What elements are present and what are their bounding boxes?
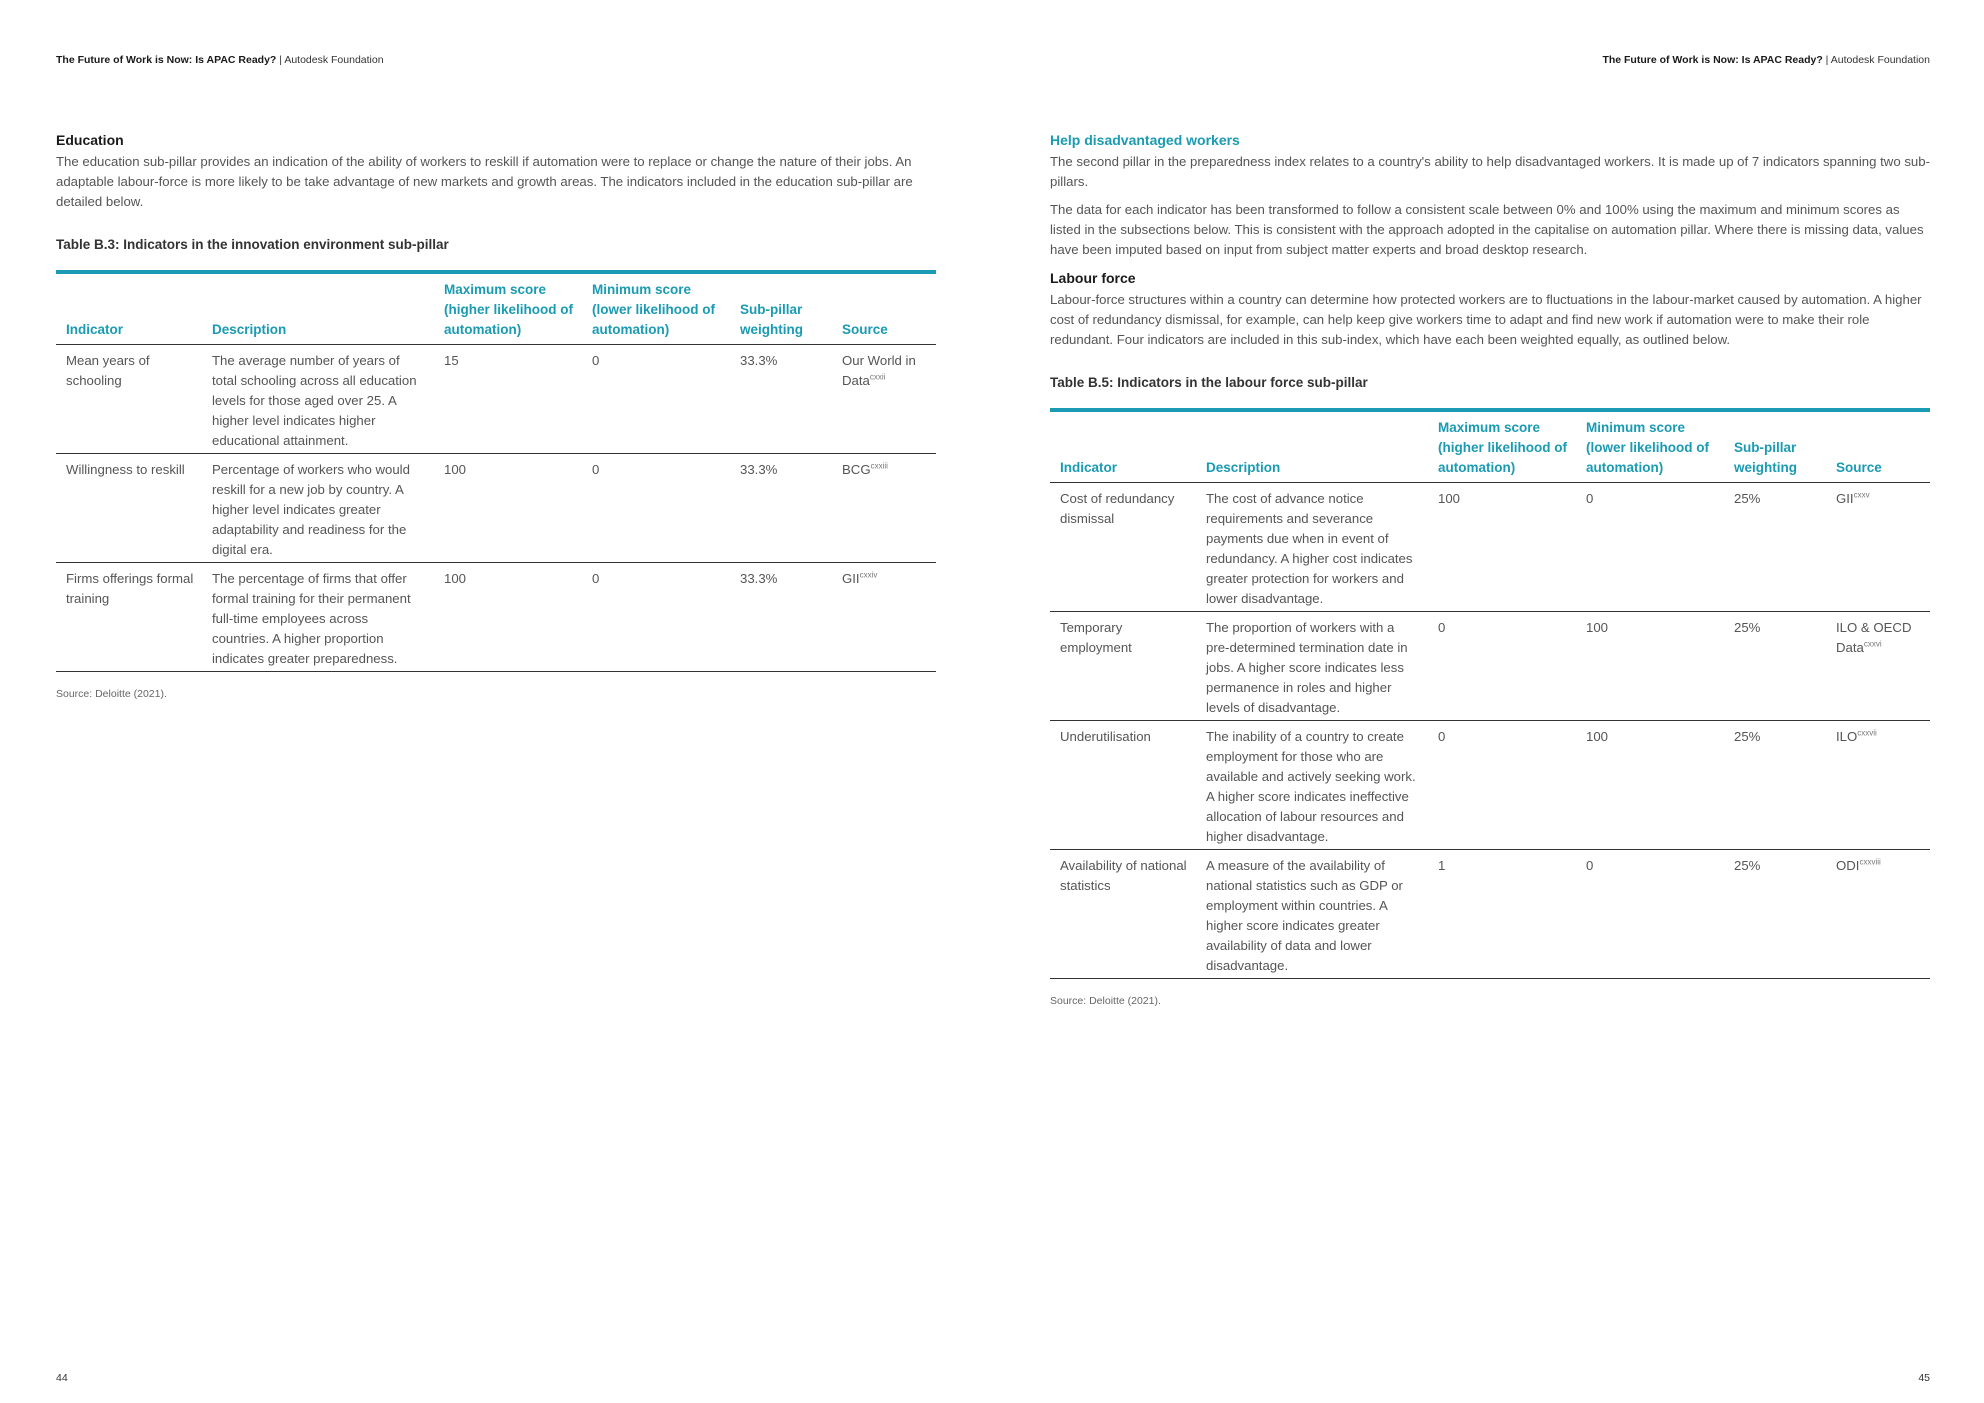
cell-weight: 25% — [1724, 612, 1826, 721]
cell-weight: 25% — [1724, 483, 1826, 612]
table-row — [56, 454, 936, 563]
cell-indicator: Willingness to reskill — [56, 454, 202, 563]
col-min-score: Minimum score (lower likelihood of automation) — [1576, 410, 1724, 483]
cell-max: 100 — [434, 563, 582, 672]
source-note: Source: Deloitte (2021). — [56, 688, 167, 700]
endnote-ref: cxxviii — [1859, 857, 1881, 867]
cell-description: The proportion of workers with a pre-determined termination date in jobs. A higher score indicates less permanence in roles and higher levels of disadvantage. — [1196, 612, 1428, 721]
cell-indicator: Temporary employment — [1050, 612, 1196, 721]
cell-weight: 25% — [1724, 850, 1826, 979]
paragraph-1: The second pillar in the preparedness index relates to a country's ability to help disadvantaged workers. It is made up of 7 indicators spanning two sub-pillars. — [1050, 154, 1930, 189]
cell-source — [832, 563, 936, 672]
running-header — [1602, 54, 1930, 66]
header-separator: | — [1822, 54, 1831, 66]
cell-indicator: Underutilisation — [1050, 721, 1196, 850]
table-row — [1050, 721, 1930, 850]
table-row — [1050, 483, 1930, 612]
sub-section-title: Labour force — [1050, 270, 1136, 286]
cell-max: 100 — [434, 454, 582, 563]
cell-source — [1826, 850, 1930, 979]
col-indicator: Indicator — [1050, 410, 1196, 483]
page-number: 44 — [56, 1372, 68, 1384]
cell-max: 100 — [1428, 483, 1576, 612]
cell-source — [1826, 483, 1930, 612]
paragraph-3: Labour-force structures within a country can determine how protected workers are to fluctuations in the labour-market caused by automation. A higher cost of redundancy dismissal, for example, can help keep give workers time to adapt and find new work if automation were to make their role redundant. Four indicators are included in this sub-index, which have each been weighted equally, as outlined below. — [1050, 292, 1922, 347]
section-title: Education — [56, 132, 124, 148]
cell-indicator: Cost of redundancy dismissal — [1050, 483, 1196, 612]
cell-source — [832, 345, 936, 454]
source-text: GII — [1836, 491, 1854, 506]
cell-indicator: Firms offerings formal training — [56, 563, 202, 672]
header-title: The Future of Work is Now: Is APAC Ready? — [56, 54, 277, 66]
table-caption: Table B.3: Indicators in the innovation environment sub-pillar — [56, 237, 449, 252]
section-title: Help disadvantaged workers — [1050, 132, 1240, 148]
source-text: ILO & OECD Data — [1836, 620, 1912, 655]
cell-indicator: Availability of national statistics — [1050, 850, 1196, 979]
endnote-ref: cxxiii — [870, 461, 888, 471]
source-text: GII — [842, 571, 860, 586]
cell-min: 100 — [1576, 721, 1724, 850]
header-separator: | — [276, 54, 285, 66]
source-text: ILO — [1836, 729, 1858, 744]
cell-weight: 33.3% — [730, 454, 832, 563]
cell-max: 1 — [1428, 850, 1576, 979]
header-org: Autodesk Foundation — [284, 54, 384, 66]
cell-max: 0 — [1428, 612, 1576, 721]
cell-min: 0 — [1576, 483, 1724, 612]
col-description: Description — [1196, 410, 1428, 483]
cell-max: 15 — [434, 345, 582, 454]
cell-source — [832, 454, 936, 563]
cell-description: The average number of years of total schooling across all education levels for those aged over 25. A higher level indicates higher educational attainment. — [202, 345, 434, 454]
endnote-ref: cxxvii — [1857, 728, 1877, 738]
col-max-score: Maximum score (higher likelihood of automation) — [434, 272, 582, 345]
table-header-row — [56, 272, 936, 345]
cell-max: 0 — [1428, 721, 1576, 850]
indicator-table — [56, 270, 936, 672]
cell-description: The percentage of firms that offer formal training for their permanent full-time employees across countries. A higher proportion indicates greater preparedness. — [202, 563, 434, 672]
col-indicator: Indicator — [56, 272, 202, 345]
col-description: Description — [202, 272, 434, 345]
header-title: The Future of Work is Now: Is APAC Ready? — [1602, 54, 1823, 66]
left-page — [56, 0, 936, 1403]
table-row — [1050, 850, 1930, 979]
cell-min: 0 — [582, 454, 730, 563]
source-note: Source: Deloitte (2021). — [1050, 995, 1161, 1007]
table-row — [56, 563, 936, 672]
header-org: Autodesk Foundation — [1830, 54, 1930, 66]
cell-min: 0 — [582, 563, 730, 672]
cell-indicator: Mean years of schooling — [56, 345, 202, 454]
paragraph-2: The data for each indicator has been transformed to follow a consistent scale between 0% and 100% using the maximum and minimum scores as listed in the subsections below. This is consistent with the approach adopted in the capitalise on automation pillar. Where there is missing data, values have been imputed based on input from subject matter experts and broad desktop research. — [1050, 202, 1924, 257]
cell-weight: 33.3% — [730, 345, 832, 454]
intro-paragraph: The education sub-pillar provides an indication of the ability of workers to reskill if automation were to replace or change the nature of their jobs. An adaptable labour-force is more likely to be take advantage of new markets and growth areas. The indicators included in the education sub-pillar are detailed below. — [56, 154, 913, 209]
source-text: ODI — [1836, 858, 1860, 873]
table-header-row — [1050, 410, 1930, 483]
cell-min: 0 — [582, 345, 730, 454]
cell-description: Percentage of workers who would reskill for a new job by country. A higher level indicates greater adaptability and readiness for the digital era. — [202, 454, 434, 563]
right-content — [1050, 130, 1930, 1007]
cell-source — [1826, 721, 1930, 850]
cell-min: 100 — [1576, 612, 1724, 721]
col-source: Source — [832, 272, 936, 345]
table-row — [1050, 612, 1930, 721]
endnote-ref: cxxv — [1853, 490, 1870, 500]
cell-source — [1826, 612, 1930, 721]
table-caption: Table B.5: Indicators in the labour force sub-pillar — [1050, 375, 1368, 390]
col-min-score: Minimum score (lower likelihood of automation) — [582, 272, 730, 345]
right-page — [1050, 0, 1930, 1403]
source-text: BCG — [842, 462, 871, 477]
source-text: Our World in Data — [842, 353, 916, 388]
cell-description: The cost of advance notice requirements and severance payments due when in event of redundancy. A higher cost indicates greater protection for workers and lower disadvantage. — [1196, 483, 1428, 612]
endnote-ref: cxxii — [869, 372, 886, 382]
cell-min: 0 — [1576, 850, 1724, 979]
cell-weight: 25% — [1724, 721, 1826, 850]
indicator-table — [1050, 408, 1930, 979]
col-weighting: Sub-pillar weighting — [730, 272, 832, 345]
endnote-ref: cxxvi — [1863, 639, 1882, 649]
table-row — [56, 345, 936, 454]
cell-weight: 33.3% — [730, 563, 832, 672]
left-content — [56, 130, 936, 700]
endnote-ref: cxxiv — [859, 570, 878, 580]
running-header — [56, 54, 384, 66]
page-number: 45 — [1918, 1372, 1930, 1384]
col-max-score: Maximum score (higher likelihood of automation) — [1428, 410, 1576, 483]
col-source: Source — [1826, 410, 1930, 483]
cell-description: A measure of the availability of national statistics such as GDP or employment within countries. A higher score indicates greater availability of data and lower disadvantage. — [1196, 850, 1428, 979]
cell-description: The inability of a country to create employment for those who are available and actively seeking work. A higher score indicates ineffective allocation of labour resources and higher disadvantage. — [1196, 721, 1428, 850]
col-weighting: Sub-pillar weighting — [1724, 410, 1826, 483]
